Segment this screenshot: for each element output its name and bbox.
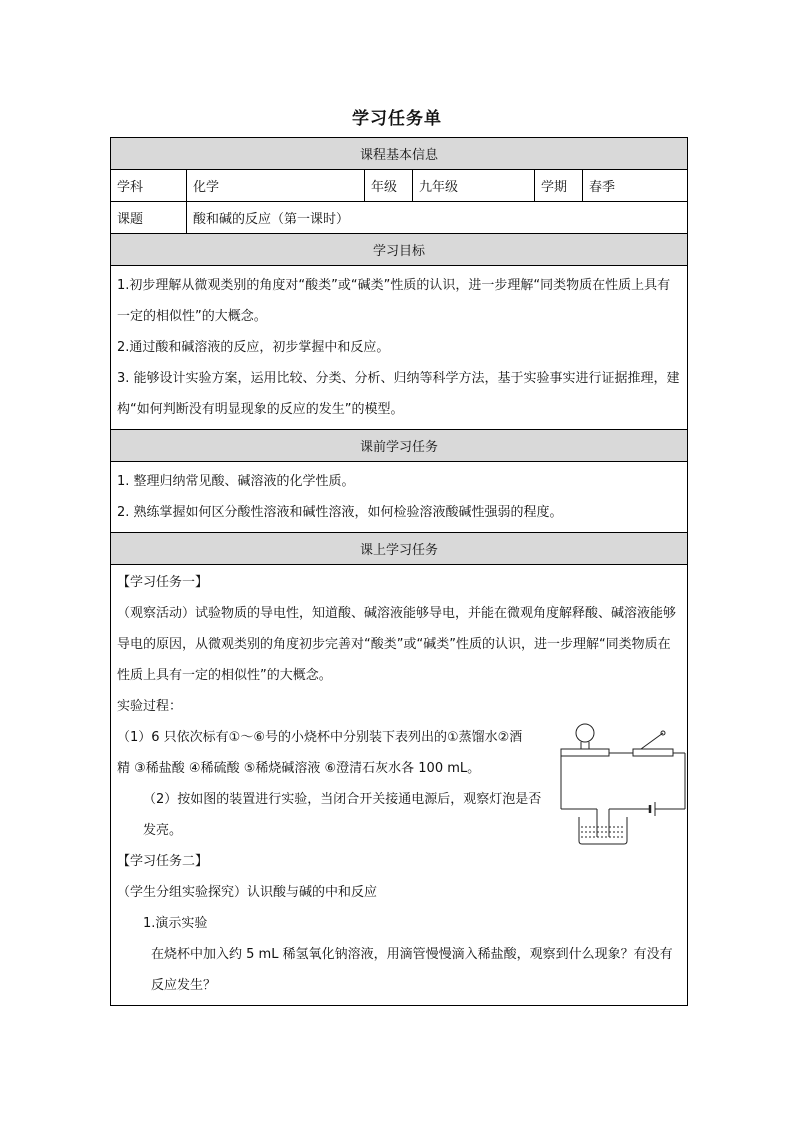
pre-task-item: 2. 熟练掌握如何区分酸性溶液和碱性溶液，如何检验溶液酸碱性强弱的程度。	[117, 505, 563, 520]
task1-description: （观察活动）试验物质的导电性，知道酸、碱溶液能够导电，并能在微观角度解释酸、碱溶液能够导电的原因，从微观类别的角度初步完善对“酸类”或“碱类”性质的认识，进一步理解“同类物质在性质上具有一定的相似性”的大概念。	[117, 606, 677, 683]
document-title: 学习任务单	[352, 109, 442, 129]
demo-label: 1.演示实验	[143, 916, 208, 931]
goals-cell	[111, 266, 688, 430]
process-label: 实验过程：	[117, 699, 183, 714]
task1-heading: 【学习任务一】	[117, 575, 209, 590]
grade-label: 年级	[365, 170, 413, 202]
task-sheet-table	[110, 137, 688, 1006]
lamp-base	[561, 749, 609, 756]
process-step-2: （2）按如图的装置进行实验，当闭合开关接通电源后，观察灯泡是否发亮。	[143, 792, 542, 838]
section-header-goals: 学习目标	[111, 234, 688, 266]
in-class-cell	[111, 565, 688, 1006]
topic-value: 酸和碱的反应（第一课时）	[187, 202, 688, 234]
pre-class-cell	[111, 462, 688, 533]
subject-label: 学科	[111, 170, 187, 202]
term-value: 春季	[583, 170, 688, 202]
pre-task-item: 1. 整理归纳常见酸、碱溶液的化学性质。	[117, 474, 355, 489]
task2-description: （学生分组实验探究）认识酸与碱的中和反应	[117, 885, 378, 900]
subject-value: 化学	[187, 170, 365, 202]
grade-value: 九年级	[413, 170, 535, 202]
section-header-basic-info: 课程基本信息	[111, 138, 688, 170]
conductivity-circuit-diagram	[557, 713, 689, 845]
switch-lever	[641, 733, 663, 749]
section-header-pre-class: 课前学习任务	[111, 430, 688, 462]
task2-heading: 【学习任务二】	[117, 854, 209, 869]
bulb-icon	[576, 724, 594, 742]
term-label: 学期	[535, 170, 583, 202]
topic-label: 课题	[111, 202, 187, 234]
process-step-1: （1）6 只依次标有①～⑥号的小烧杯中分别装下表列出的①蒸馏水②酒精 ③稀盐酸 ④稀硫酸 ⑤稀烧碱溶液 ⑥澄清石灰水各 100 mL。	[117, 730, 523, 776]
beaker-icon	[579, 817, 627, 844]
goal-item: 2.通过酸和碱溶液的反应，初步掌握中和反应。	[117, 340, 390, 355]
goal-item: 1.初步理解从微观类别的角度对“酸类”或“碱类”性质的认识，进一步理解“同类物质在性质上具有一定的相似性”的大概念。	[117, 278, 671, 324]
demo-text: 在烧杯中加入约 5 mL 稀氢氧化钠溶液，用滴管慢慢滴入稀盐酸，观察到什么现象？有没有反应发生？	[151, 947, 673, 993]
switch-base	[633, 749, 673, 756]
goal-item: 3. 能够设计实验方案，运用比较、分类、分析、归纳等科学方法，基于实验事实进行证据推理，建构“如何判断没有明显现象的反应的发生”的模型。	[117, 371, 680, 417]
section-header-in-class: 课上学习任务	[111, 533, 688, 565]
